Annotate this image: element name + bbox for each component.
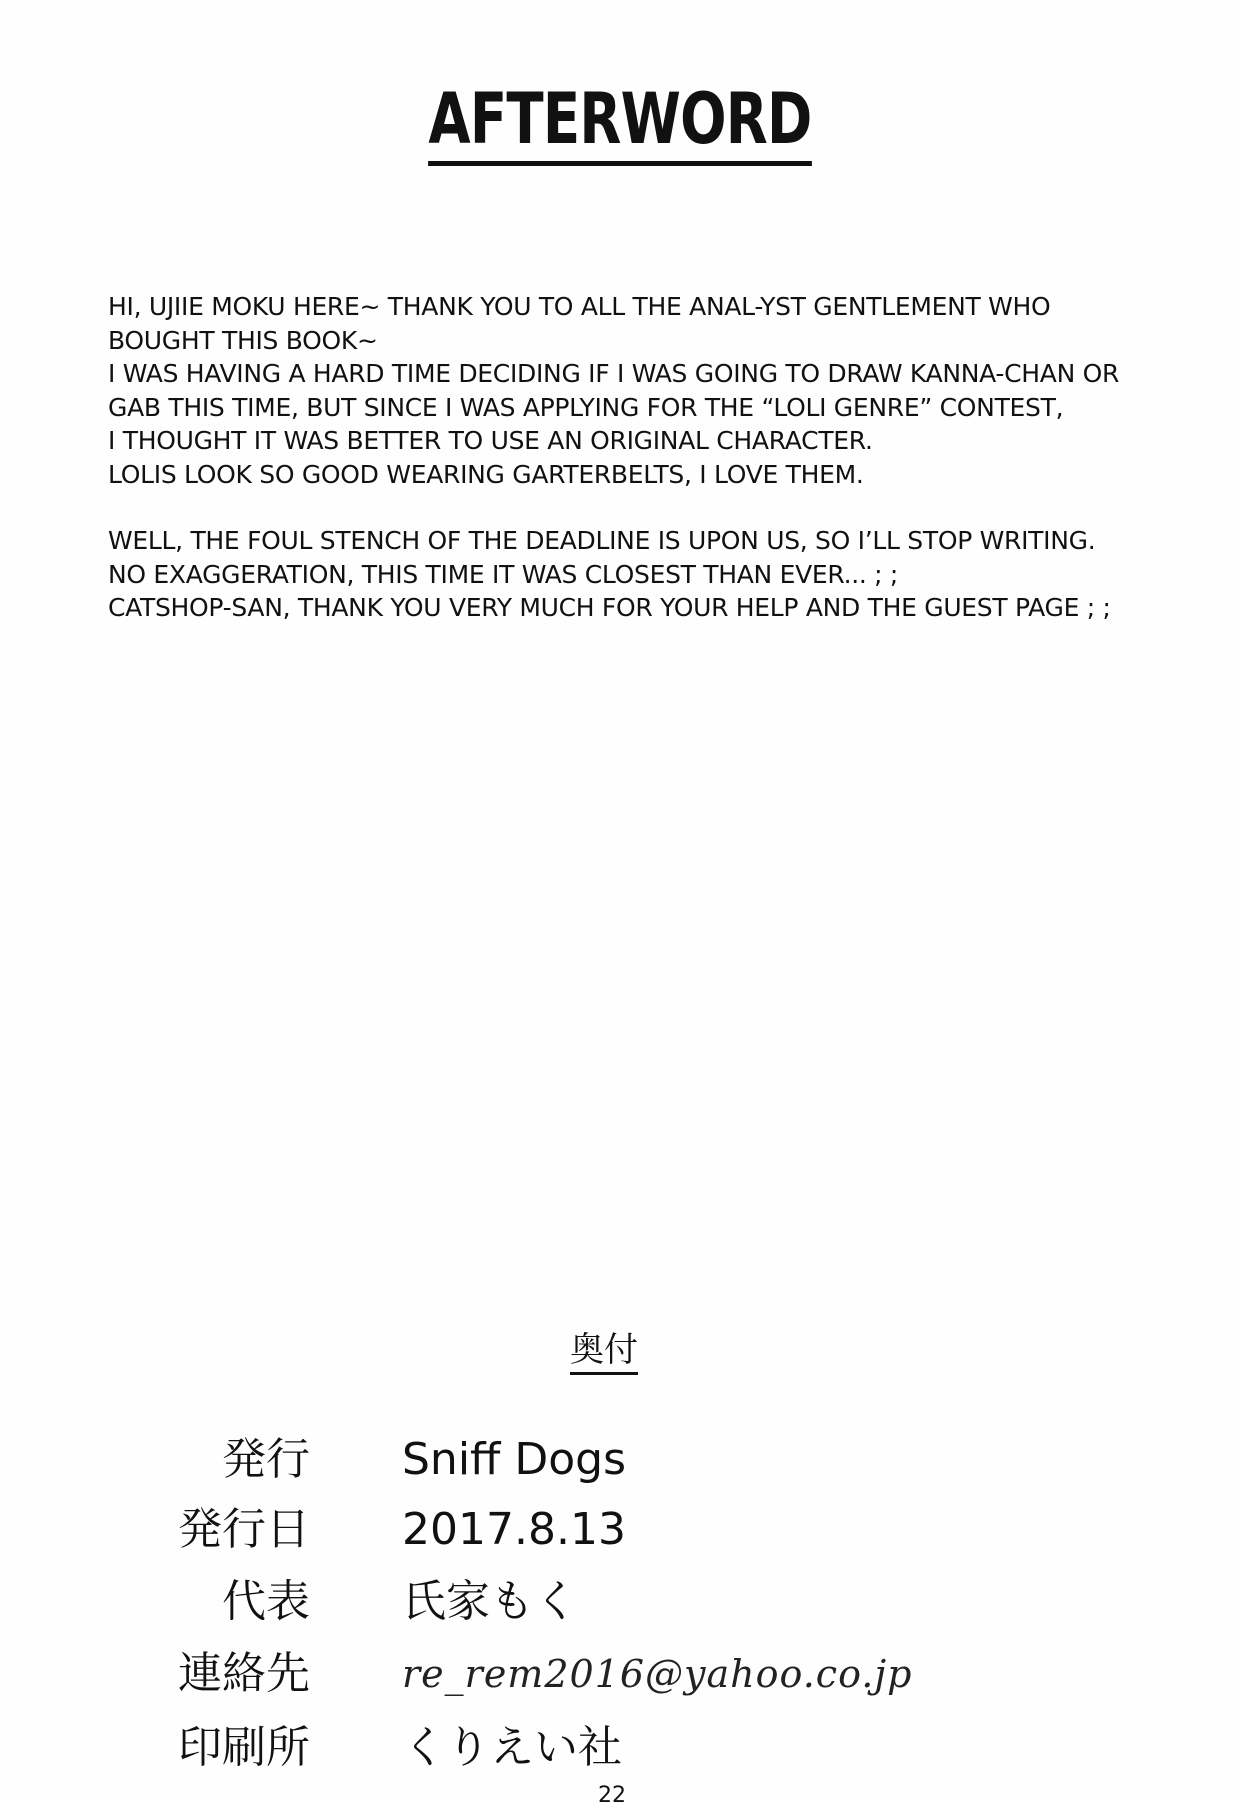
afterword-line: GAB THIS TIME, BUT SINCE I WAS APPLYING FOR THE “LOLI GENRE” CONTEST, <box>108 392 1064 422</box>
afterword-line: BOUGHT THIS BOOK~ <box>108 325 378 355</box>
page-title <box>136 78 1103 166</box>
colophon-value: 氏家もく <box>402 1576 578 1627</box>
colophon-label: 印刷所 <box>178 1722 310 1773</box>
page-number: 22 <box>598 1783 626 1808</box>
colophon-row-representative <box>0 1572 1240 1642</box>
colophon-row-printer <box>0 1718 1240 1788</box>
afterword-line: CATSHOP-SAN, THANK YOU VERY MUCH FOR YOUR HELP AND THE GUEST PAGE ; ; <box>108 593 1111 622</box>
afterword-line: NO EXAGGERATION, THIS TIME IT WAS CLOSEST THAN EVER... ; ; <box>108 559 899 589</box>
colophon-label: 代表 <box>222 1576 310 1627</box>
contact-email: re_rem2016@yahoo.co.jp <box>402 1652 913 1696</box>
afterword-line: I THOUGHT IT WAS BETTER TO USE AN ORIGINAL CHARACTER. <box>108 426 873 455</box>
paragraph-gap <box>108 491 1168 524</box>
afterword-line: WELL, THE FOUL STENCH OF THE DEADLINE IS UPON US, SO I’LL STOP WRITING. <box>108 526 1096 555</box>
colophon-row-publisher <box>0 1430 1240 1500</box>
afterword-title: AFTERWORD <box>428 79 811 166</box>
afterword-line: LOLIS LOOK SO GOOD WEARING GARTERBELTS, I LOVE THEM. <box>108 459 864 489</box>
colophon-value: くりえい社 <box>402 1722 622 1773</box>
afterword-line: I WAS HAVING A HARD TIME DECIDING IF I WAS GOING TO DRAW KANNA-CHAN OR <box>108 359 1120 388</box>
afterword-text <box>108 290 1168 625</box>
afterword-line: HI, UJIIE MOKU HERE~ THANK YOU TO ALL THE ANAL-YST GENTLEMENT WHO <box>108 292 1051 321</box>
colophon-heading: 奥付 <box>570 1330 638 1375</box>
colophon-value: 2017.8.13 <box>402 1504 626 1555</box>
colophon-value: Sniff Dogs <box>402 1434 626 1485</box>
colophon-label: 連絡先 <box>178 1648 310 1699</box>
colophon-label: 発行 <box>222 1434 310 1485</box>
colophon-row-date <box>0 1500 1240 1570</box>
colophon-row-contact <box>0 1644 1240 1714</box>
colophon-label: 発行日 <box>178 1504 310 1555</box>
